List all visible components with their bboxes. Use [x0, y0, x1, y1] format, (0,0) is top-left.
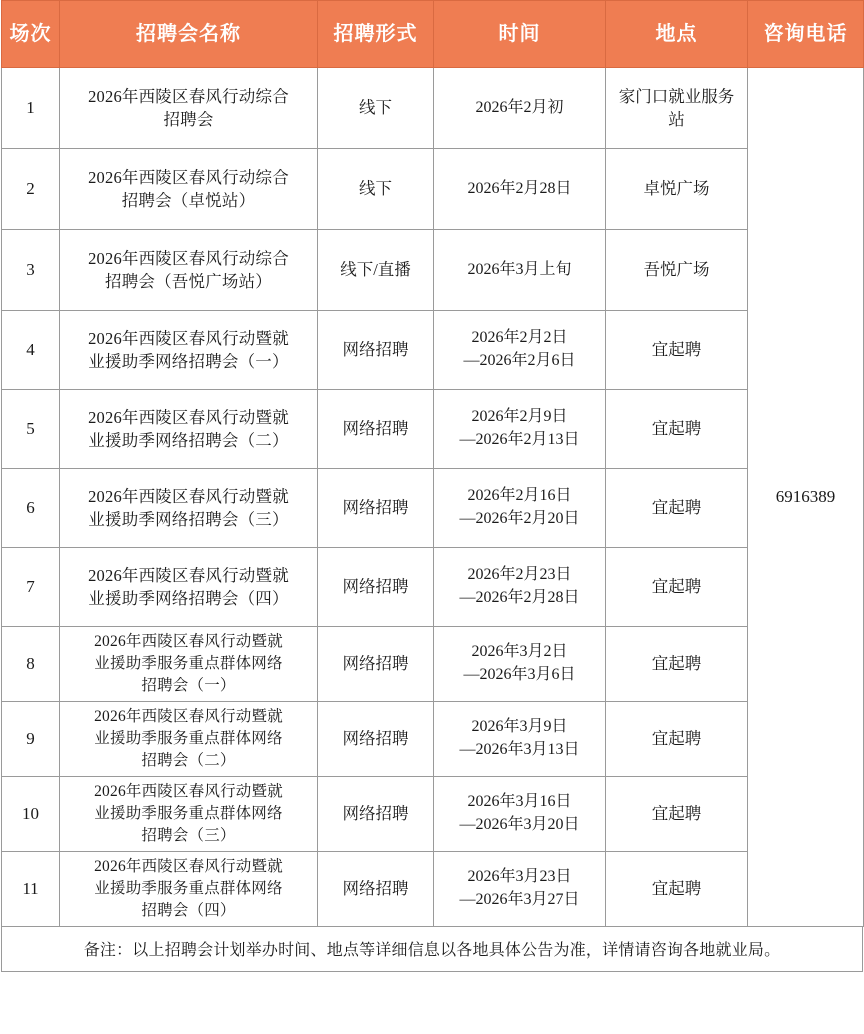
- cell-fair-name: [60, 469, 318, 548]
- fair-name-line: 2026年西陵区春风行动暨就: [88, 407, 289, 427]
- column-header-fair-name: 招聘会名称: [60, 1, 318, 68]
- table-header: [2, 1, 864, 68]
- cell-format: 网络招聘: [318, 702, 434, 777]
- table-row: [2, 311, 864, 390]
- location-line: 宜起聘: [651, 654, 702, 674]
- fair-name-line: 招聘会（卓悦站）: [121, 191, 256, 210]
- fair-name-line: 2026年西陵区春风行动暨就: [88, 328, 289, 348]
- cell-fair-name: [60, 230, 318, 311]
- cell-fair-name: [60, 702, 318, 777]
- fair-name-line: 2026年西陵区春风行动暨就: [88, 565, 289, 585]
- cell-time: [434, 852, 606, 927]
- cell-time: [434, 149, 606, 230]
- cell-location: [606, 777, 748, 852]
- cell-location: [606, 548, 748, 627]
- time-line: —2026年3月20日: [459, 816, 580, 833]
- cell-session-index: 4: [2, 311, 60, 390]
- location-line: 家门口就业服务: [618, 86, 735, 106]
- column-header-format: 招聘形式: [318, 1, 434, 68]
- cell-session-index: 1: [2, 68, 60, 149]
- cell-time: [434, 469, 606, 548]
- fair-name-line: 2026年西陵区春风行动综合: [88, 248, 289, 268]
- fair-name-line: 业援助季网络招聘会（四）: [88, 589, 289, 608]
- table-row: [2, 230, 864, 311]
- cell-location: [606, 702, 748, 777]
- time-line: —2026年3月6日: [463, 666, 576, 683]
- fair-name-line: 业援助季服务重点群体网络: [94, 730, 283, 747]
- cell-session-index: 9: [2, 702, 60, 777]
- fair-name-line: 招聘会（四）: [141, 902, 236, 919]
- time-line: —2026年2月6日: [463, 352, 576, 369]
- location-line: 宜起聘: [651, 419, 702, 439]
- time-line: 2026年2月9日: [471, 408, 568, 426]
- cell-time: [434, 702, 606, 777]
- column-header-location: 地点: [606, 1, 748, 68]
- time-line: —2026年2月20日: [459, 510, 580, 527]
- time-line: —2026年3月27日: [459, 891, 580, 908]
- cell-phone-merged: 6916389: [748, 68, 864, 927]
- table-row: [2, 627, 864, 702]
- cell-format: 网络招聘: [318, 627, 434, 702]
- fair-name-line: 招聘会（三）: [141, 827, 236, 844]
- cell-fair-name: [60, 390, 318, 469]
- cell-time: [434, 777, 606, 852]
- table-row: [2, 852, 864, 927]
- fair-name-line: 2026年西陵区春风行动暨就: [94, 783, 283, 800]
- fair-name-line: 2026年西陵区春风行动暨就: [94, 858, 283, 875]
- cell-format: 线下/直播: [318, 230, 434, 311]
- cell-fair-name: [60, 311, 318, 390]
- location-line: 宜起聘: [651, 498, 702, 518]
- cell-session-index: 2: [2, 149, 60, 230]
- footer-note: 备注：以上招聘会计划举办时间、地点等详细信息以各地具体公告为准，详情请咨询各地就业局。: [1, 927, 863, 972]
- cell-location: [606, 852, 748, 927]
- fair-name-line: 业援助季网络招聘会（一）: [88, 352, 289, 371]
- cell-format: 网络招聘: [318, 777, 434, 852]
- table-row: [2, 777, 864, 852]
- table-row: [2, 702, 864, 777]
- time-line: 2026年3月9日: [471, 718, 568, 736]
- location-line: 卓悦广场: [643, 179, 710, 199]
- column-header-session: 场次: [2, 1, 60, 68]
- cell-location: [606, 311, 748, 390]
- fair-name-line: 业援助季网络招聘会（三）: [88, 510, 289, 529]
- cell-fair-name: [60, 68, 318, 149]
- time-line: —2026年2月13日: [459, 431, 580, 448]
- cell-format: 网络招聘: [318, 852, 434, 927]
- time-line: 2026年2月16日: [467, 487, 572, 505]
- cell-fair-name: [60, 548, 318, 627]
- time-line: —2026年2月28日: [459, 589, 580, 606]
- cell-time: [434, 548, 606, 627]
- location-line: 吾悦广场: [643, 260, 710, 280]
- fair-name-line: 招聘会（一）: [141, 677, 236, 694]
- cell-location: [606, 627, 748, 702]
- fair-name-line: 业援助季服务重点群体网络: [94, 655, 283, 672]
- time-line: —2026年3月13日: [459, 741, 580, 758]
- fair-name-line: 2026年西陵区春风行动综合: [88, 167, 289, 187]
- fair-name-line: 业援助季网络招聘会（二）: [88, 431, 289, 450]
- fair-name-line: 招聘会: [163, 110, 214, 129]
- fair-name-line: 招聘会（二）: [141, 752, 236, 769]
- cell-time: [434, 627, 606, 702]
- time-line: 2026年3月2日: [471, 643, 568, 661]
- cell-session-index: 7: [2, 548, 60, 627]
- recruitment-schedule-table: [1, 0, 864, 927]
- location-line: 站: [668, 110, 685, 129]
- fair-name-line: 2026年西陵区春风行动暨就: [94, 633, 283, 650]
- cell-location: [606, 390, 748, 469]
- fair-name-line: 2026年西陵区春风行动暨就: [94, 708, 283, 725]
- cell-format: 线下: [318, 68, 434, 149]
- cell-session-index: 8: [2, 627, 60, 702]
- cell-fair-name: [60, 852, 318, 927]
- cell-time: [434, 68, 606, 149]
- column-header-phone: 咨询电话: [748, 1, 864, 68]
- table-row: [2, 390, 864, 469]
- cell-format: 网络招聘: [318, 548, 434, 627]
- cell-location: [606, 68, 748, 149]
- table-row: [2, 68, 864, 149]
- cell-format: 网络招聘: [318, 311, 434, 390]
- time-line: 2026年3月16日: [467, 793, 572, 811]
- table-header-row: [2, 1, 864, 68]
- cell-fair-name: [60, 777, 318, 852]
- cell-time: [434, 390, 606, 469]
- fair-name-line: 2026年西陵区春风行动暨就: [88, 486, 289, 506]
- cell-session-index: 5: [2, 390, 60, 469]
- cell-location: [606, 230, 748, 311]
- table-body: [2, 68, 864, 927]
- location-line: 宜起聘: [651, 729, 702, 749]
- location-line: 宜起聘: [651, 804, 702, 824]
- cell-session-index: 11: [2, 852, 60, 927]
- cell-time: [434, 311, 606, 390]
- time-line: 2026年3月23日: [467, 868, 572, 886]
- table-row: [2, 548, 864, 627]
- time-line: 2026年2月初: [475, 98, 564, 116]
- fair-name-line: 2026年西陵区春风行动综合: [88, 86, 289, 106]
- cell-time: [434, 230, 606, 311]
- time-line: 2026年2月2日: [471, 329, 568, 347]
- location-line: 宜起聘: [651, 577, 702, 597]
- location-line: 宜起聘: [651, 340, 702, 360]
- cell-fair-name: [60, 627, 318, 702]
- time-line: 2026年3月上旬: [467, 260, 572, 278]
- cell-format: 线下: [318, 149, 434, 230]
- table-row: [2, 149, 864, 230]
- cell-session-index: 6: [2, 469, 60, 548]
- time-line: 2026年2月28日: [467, 179, 572, 197]
- cell-session-index: 3: [2, 230, 60, 311]
- location-line: 宜起聘: [651, 879, 702, 899]
- cell-fair-name: [60, 149, 318, 230]
- table-row: [2, 469, 864, 548]
- column-header-time: 时间: [434, 1, 606, 68]
- cell-location: [606, 469, 748, 548]
- fair-name-line: 招聘会（吾悦广场站）: [105, 272, 272, 291]
- cell-format: 网络招聘: [318, 469, 434, 548]
- cell-location: [606, 149, 748, 230]
- cell-session-index: 10: [2, 777, 60, 852]
- fair-name-line: 业援助季服务重点群体网络: [94, 880, 283, 897]
- time-line: 2026年2月23日: [467, 566, 572, 584]
- cell-format: 网络招聘: [318, 390, 434, 469]
- fair-name-line: 业援助季服务重点群体网络: [94, 805, 283, 822]
